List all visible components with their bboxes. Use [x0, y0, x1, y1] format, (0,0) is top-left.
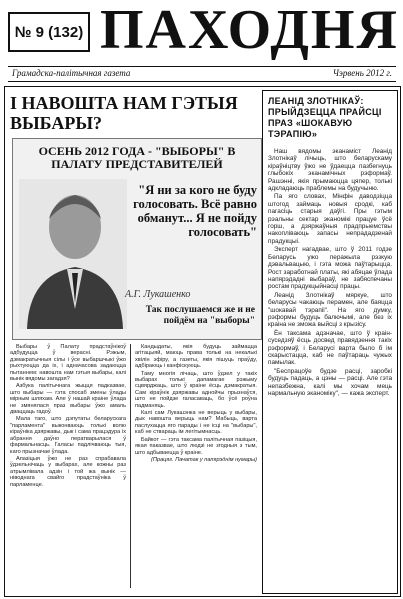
- sidebar-paragraph: Па яго словах, Мінфін даводзіцца штогод займаць новыя сродкі, каб пагасіць старыя даўгі. Пры гэтым рэальны сектар эканомікі працуе ўсё горш, а дзяржаўныя прадпрыемствы накопліваюць запасы непрададзенай прадукцыі.: [268, 193, 392, 245]
- article-paragraph: Выбары ў Палату прадстаўнікоў адбудуцца ў верасні. Рэжым, дэмакратычныя сілы і ўсе выбаршчыкі ўжо рыхтуюцца да іх, і адначасова задаюцца пытаннем: навошта нам гэтыя выбары, калі вынік вядомы загадзя?: [10, 344, 126, 383]
- poster-signature: А.Г. Лукашенко: [125, 289, 191, 300]
- masthead: [8, 0, 399, 66]
- sidebar-paragraph: "Беспрацоўе будзе расці, заробкі будуць падаць, а цэны — расці. Але гэта непазбежна, калі мы хочам мець нармальную эканоміку", — кажа эксперт.: [268, 367, 392, 397]
- newspaper-title: ПАХОДНЯ: [100, 0, 399, 61]
- article-paragraph: Кандыдаты, якія будуць займацца агітацыяй, маюць права толькі на некалькі хвілін эфіру, а газеты, якія пішуць праўду, адбіраюць і канфіскуюць.: [135, 344, 257, 370]
- issue-date: Чэрвень 2012 г.: [332, 68, 392, 78]
- article-paragraph: Азбука палітычнага жыцця падказвае, што выбары — гэта спосаб змены ўлады мірным шляхам. Але ў нашай краіне ўлада не змянялася праз выбары ўжо амаль дваццаць гадоў.: [10, 383, 126, 416]
- continuation-note: (Працяг. Пачатак у папярэднім нумары): [151, 456, 257, 463]
- poster-footer: Так послушаемся же и не пойдём на "выборы": [145, 305, 255, 326]
- sidebar-paragraph: Леанід Злотнікаў мяркуе, што беларусы чакаюць перамен, але баяцца "шокавай тэрапіі". На яго думку, рэформы будуць балючымі, але без іх краіна не зможа выйсці з крызісу.: [268, 291, 392, 329]
- issue-number: № 9 (132): [8, 12, 90, 52]
- poster-heading: ОСЕНЬ 2012 ГОДА - "ВЫБОРЫ" В ПАЛАТУ ПРЕДСТАВИТЕЛЕЙ: [38, 144, 236, 171]
- article-paragraph: Таму многія лічаць, што ўдзел у такіх выбарах толькі дапамагае рэжыму сцвярджаць, што ў краіне ёсць дэмакратыя. Сам кіраўнік дзяржавы аднойчы прызнаўся, што не пойдзе галасаваць, бо ўсё роўна падманяць.: [135, 370, 257, 409]
- article-headline: І НАВОШТА НАМ ГЭТЫЯ ВЫБАРЫ?: [10, 93, 238, 133]
- article-paragraph: Мала таго, што дэпутаты беларускага "парламента" выконваюць толькі волю кіраўніка дзяржавы, дык і сама працэдура іх абрання даўно ператварылася ў фармальнасць. Галасы падлічваюць тыя, каго прызначае ўлада.: [10, 416, 126, 455]
- sidebar-paragraph: Ён таксама адзначае, што ў краін-суседзяў ёсць досвед правядзення такіх рэформаў, і Беларусі варта было б ім скарыстацца, каб не паўтараць чужых памылак.: [268, 329, 392, 367]
- newspaper-subtitle: Грамадска-палітычная газета: [12, 68, 131, 78]
- article-paragraph: Апазіцыя ўжо не раз спрабавала ўдзельнічаць у выбарах, але кожны раз атрымлівала адзін і той жа вынік — ніводнага свайго прадстаўніка ў парламенце.: [10, 455, 126, 488]
- article-paragraph: Калі сам Лукашэнка не верыць у выбары, дык навошта верыць нам? Мабыць, варта паслухацца яго парады і не ісці на "выбары", каб не ствараць ім легітымнасць.: [135, 410, 257, 436]
- article-column-2: [135, 344, 257, 592]
- article-paragraph: Байкот — гэта таксама палітычная пазіцыя, якая паказвае, што людзі не згодныя з тым, што адбываецца ў краіне.: [135, 436, 257, 456]
- poster-quote: "Я ни за кого не буду голосовать. Всё равно обманут... Я не пойду голосовать": [133, 183, 257, 239]
- portrait-illustration: [19, 179, 127, 329]
- sidebar-paragraph: Наш вядомы эканаміст Леанід Злотнікаў лічыць, што беларускаму кіраўніцтву ўжо не ўдаецца пазбегнуць глыбокіх эканамічных рэформаў. Рашэнні, якія прымаюцца цяпер, толькі адкладаюць праблемы на будучыню.: [268, 148, 392, 193]
- column-divider: [130, 344, 131, 588]
- sidebar-column: [268, 148, 392, 588]
- masthead-subline: [8, 66, 396, 82]
- sidebar-paragraph: Эксперт нагадвае, што ў 2011 годзе Беларусь ужо перажыла рэзкую дэвальвацыю, і гэта можа паўтарыцца. Рост заработнай платы, які абяцае ўлада напярэдадні выбараў, не забяспечаны ростам прадукцыйнасці працы.: [268, 246, 392, 291]
- article-column-1: [10, 344, 126, 592]
- poster-image: [12, 138, 262, 340]
- sidebar-headline: ЛЕАНІД ЗЛОТНІКАЎ: ПРЫЙДЗЕЦЦА ПРАЙСЦІ ПРАЗ «ШОКАВУЮ ТЭРАПІЮ»: [268, 96, 382, 139]
